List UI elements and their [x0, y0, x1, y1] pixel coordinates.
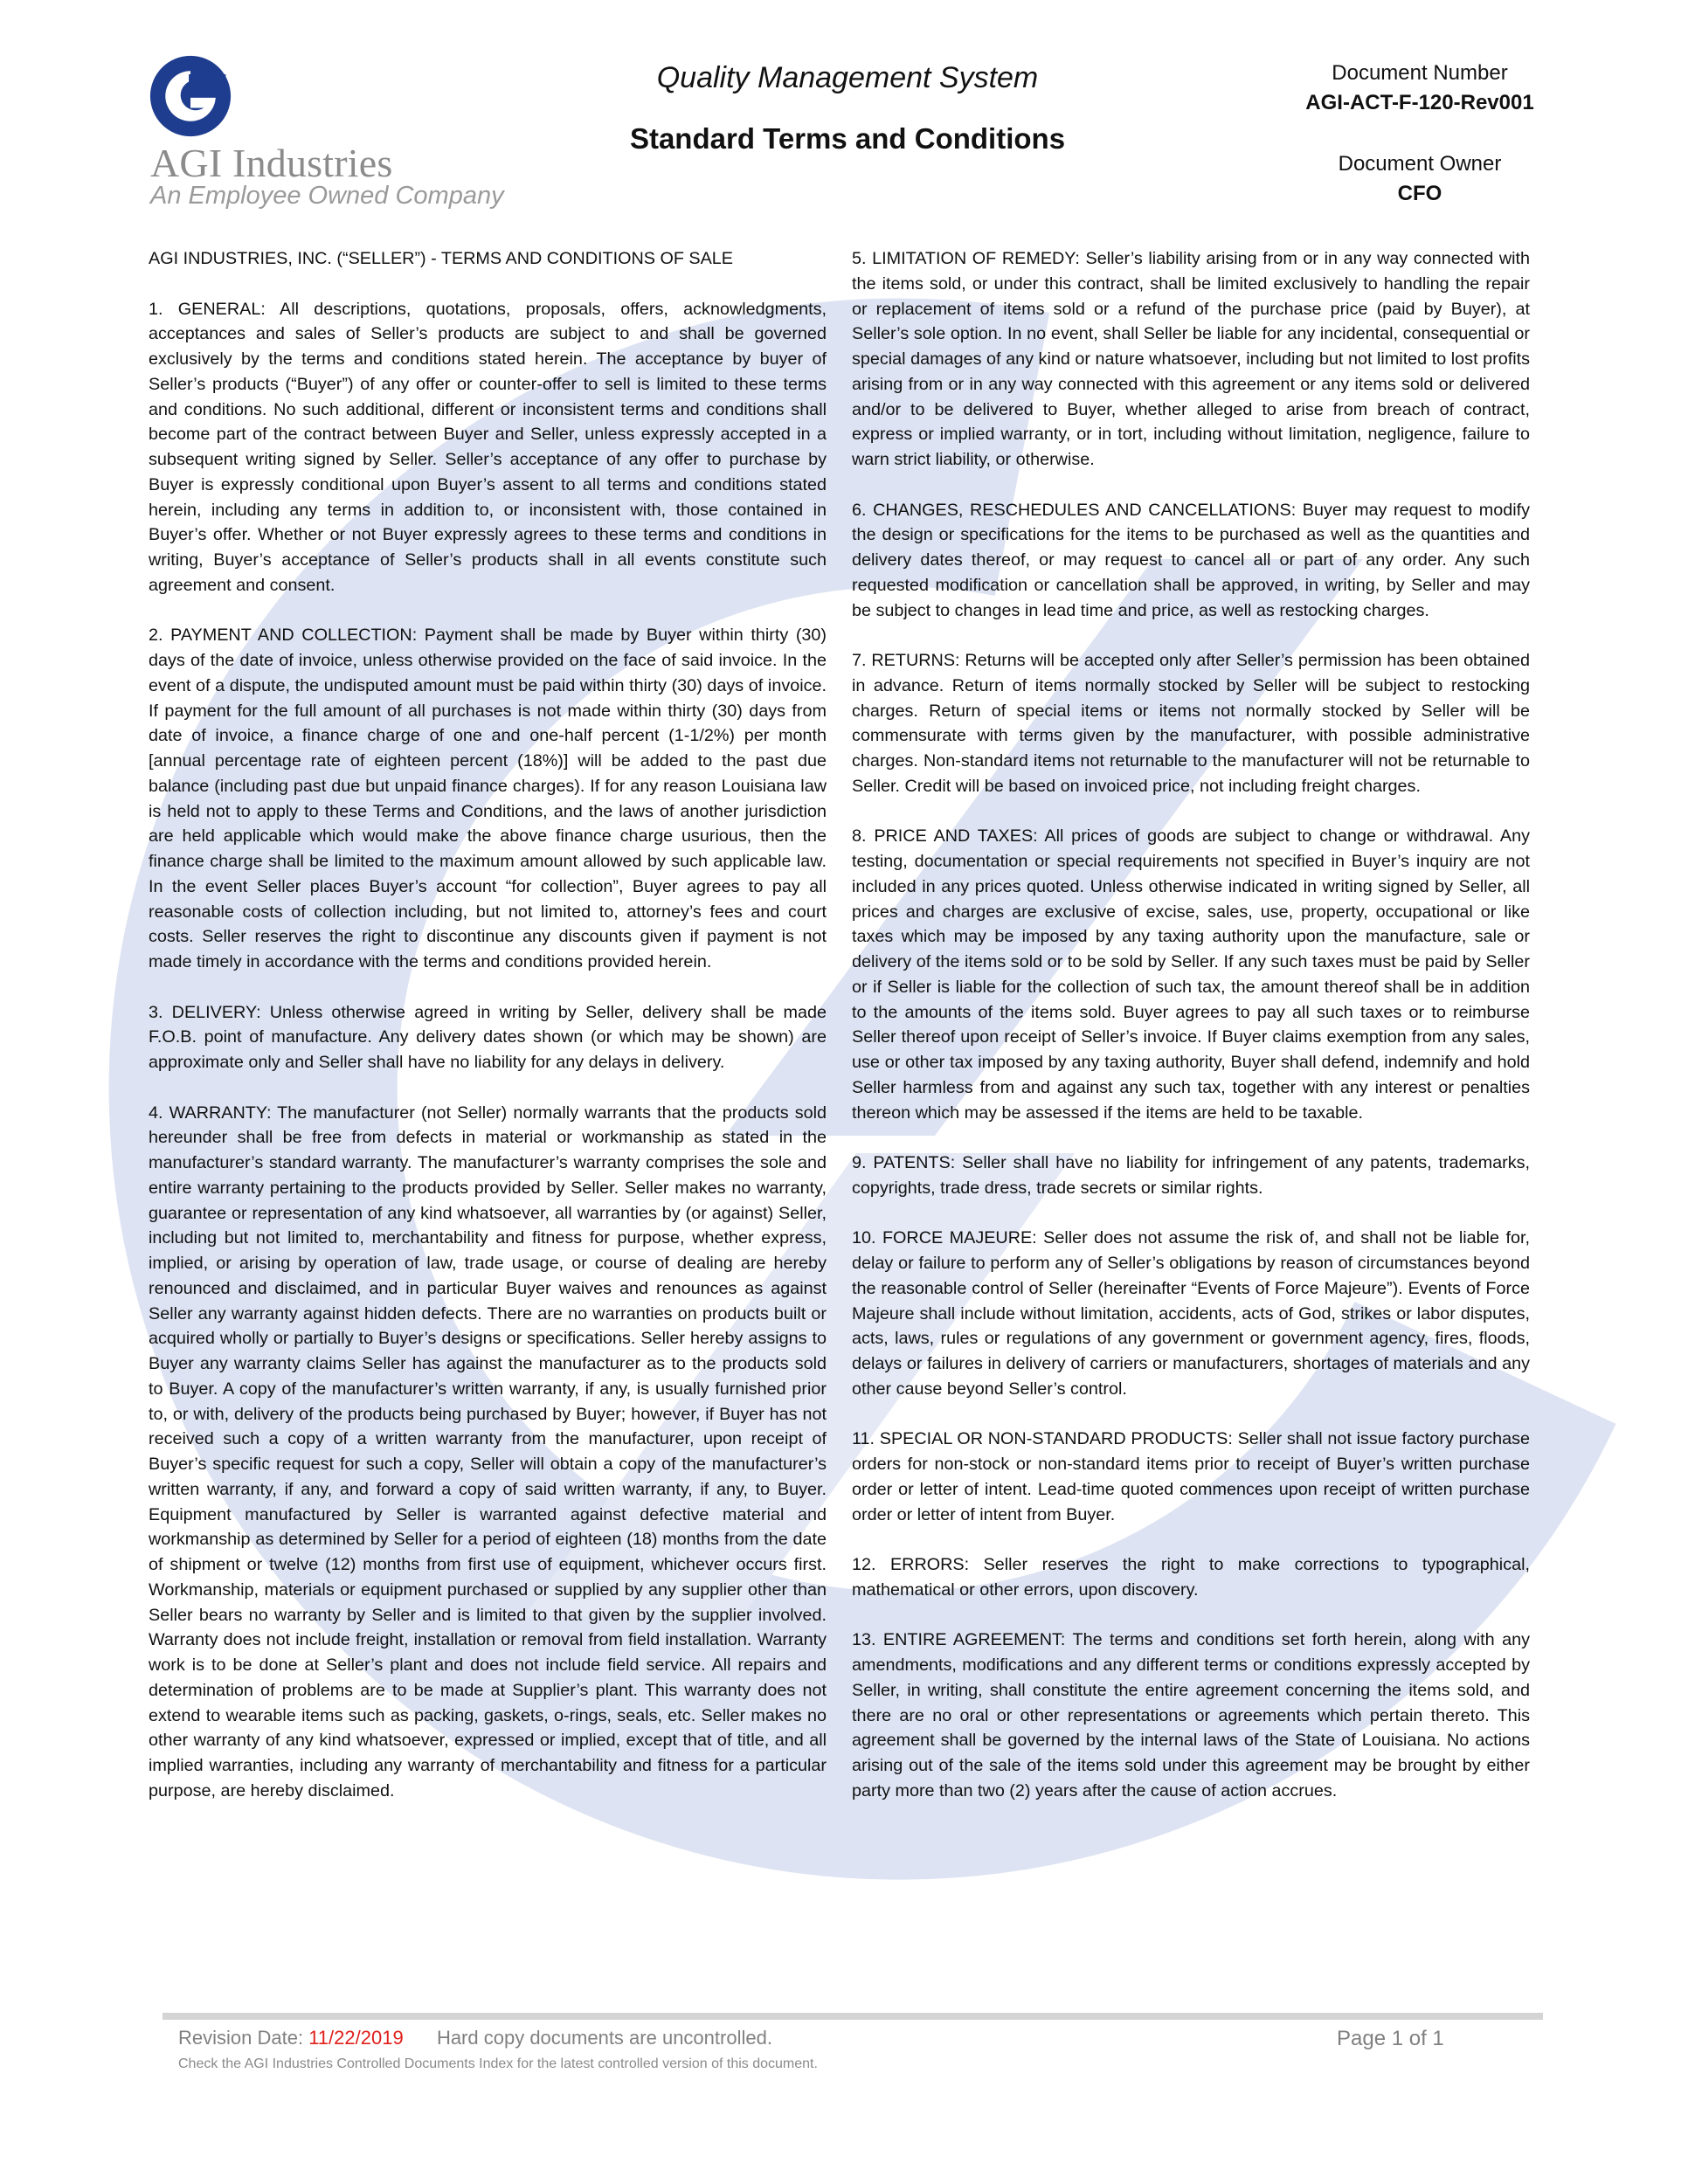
section-errors: 12. ERRORS: Seller reserves the right to make corrections to typographical, mathematical or other errors, upon discovery.: [852, 1555, 1530, 1600]
system-title: Quality Management System: [656, 61, 1039, 94]
section-payment: 2. PAYMENT AND COLLECTION: Payment shall be made by Buyer within thirty (30) days of the date of invoice, unless otherwise provided on the face of said invoice. In the event of a dispute, the undisputed amount must be paid within thirty (30) days of invoice. If payment for the full amount of all purchases is not made within thirty (30) days from date of invoice, a finance charge of one and one-half percent (1-1/2%) per month [annual percentage rate of eighteen percent (18%)] will be added to the past due balance (including past due but unpaid finance charges). If for any reason Louisiana law is held not to apply to these Terms and Conditions, and the laws of another jurisdiction are held applicable which would make the above finance charge usurious, then the finance charge shall be limited to the maximum amount allowed by such applicable law. In the event Seller places Buyer’s account “for collection”, Buyer agrees to pay all reasonable costs of collection including, but not limited to, attorney’s fees and court costs. Seller reserves the right to discontinue any discounts given if payment is not made timely in accordance with the terms and conditions provided herein.: [149, 625, 827, 971]
page-number: Page 1 of 1: [1337, 2027, 1444, 2050]
footer-revision: [178, 2027, 772, 2049]
doc-number-label: Document Number: [1332, 61, 1508, 85]
section-warranty: 4. WARRANTY: The manufacturer (not Seller) normally warrants that the products sold hereunder shall be free from defects in material or workmanship as stated in the manufacturer’s standard warranty. The manufacturer’s warranty comprises the sole and entire warranty pertaining to the products provided by Seller. Seller makes no warranty, guarantee or representation of any kind whatsoever, all warranties by (or against) Seller, including but not limited to, merchantability and fitness for purpose, whether express, implied, or arising by operation of law, trade usage, or course of dealing are hereby renounced and disclaimed, and in particular Buyer waives and renounces as against Seller any warranty against hidden defects. There are no warranties on products built or acquired wholly or partially to Buyer’s designs or specifications. Seller hereby assigns to Buyer any warranty claims Seller has against the manufacturer as to the products sold to Buyer. A copy of the manufacturer’s written warranty, if any, is usually furnished prior to, or with, delivery of the products being purchased by Buyer; however, if Buyer has not received such a copy of a written warranty from the manufacturer, upon receipt of Buyer’s specific request for such a copy, Seller will obtain a copy of the manufacturer’s written warranty, if any, and forward a copy of said written warranty, if any, to Buyer. Equipment manufactured by Seller is warranted against defective material and workmanship as determined by Seller for a period of eighteen (18) months from the date of shipment or twelve (12) months from first use of equipment, whichever occurs first. Workmanship, materials or equipment purchased or supplied by any supplier other than Seller bears no warranty by Seller and is limited to that given by the supplier involved. Warranty does not include freight, installation or removal from field installation. Warranty work is to be done at Seller’s plant and does not include field service. All repairs and determination of problems are to be made at Supplier’s plant. This warranty does not extend to wearable items such as packing, gaskets, o-rings, seals, etc. Seller makes no other warranty of any kind whatsoever, expressed or implied, except that of title, and all implied warranties, including any warranty of merchantability and fitness for a particular purpose, are hereby disclaimed.: [149, 1102, 827, 1800]
section-price-taxes: 8. PRICE AND TAXES: All prices of goods are subject to change or withdrawal. Any testing, documentation or special requirements not specified in Buyer’s inquiry are not included in any prices quoted. Unless otherwise indicated in writing signed by Seller, all prices and charges are exclusive of excise, sales, use, property, occupational or like taxes which may be imposed by any taxing authority upon the manufacture, sale or delivery of the items sold or to be sold by Seller. If any such taxes must be paid by Seller or if Seller is liable for the collection of such tax, the amount thereof shall be in addition to the amounts of the items sold. Buyer agrees to pay all such taxes or to reimburse Seller thereof upon receipt of Seller’s invoice. If Buyer claims exemption from any sales, use or other tax imposed by any taxing authority, Buyer shall defend, indemnify and hold Seller harmless from and against any such tax, together with any interest or penalties thereon which may be assessed if the items are held to be taxable.: [852, 826, 1530, 1123]
index-note: Check the AGI Industries Controlled Documents Index for the latest controlled version of this document.: [178, 2056, 818, 2071]
section-patents: 9. PATENTS: Seller shall have no liability for infringement of any patents, trademarks, copyrights, trade dress, trade secrets or similar rights.: [852, 1153, 1530, 1198]
agi-g-logo-icon: [149, 54, 232, 138]
section-general: 1. GENERAL: All descriptions, quotations, proposals, offers, acknowledgments, acceptances and sales of Seller’s products are subject to and shall be governed exclusively by the terms and conditions stated herein. The acceptance by buyer of Seller’s products (“Buyer”) of any offer or counter-offer to sell is limited to these terms and conditions. No such additional, different or inconsistent terms and conditions shall become part of the contract between Buyer and Seller, unless expressly accepted in a subsequent writing signed by Seller. Seller’s acceptance of any offer to purchase by Buyer is expressly conditional upon Buyer’s assent to all terms and conditions stated herein, including any terms in addition to, or inconsistent with, those contained in Buyer’s offer. Whether or not Buyer expressly agrees to these terms and conditions in writing, Buyer’s acceptance of Seller’s products shall in all events constitute such agreement and consent.: [149, 299, 827, 595]
revision-label: Revision Date:: [178, 2027, 304, 2049]
document-title: Standard Terms and Conditions: [629, 122, 1066, 155]
section-changes: 6. CHANGES, RESCHEDULES AND CANCELLATIONS: Buyer may request to modify the design or specifications for the items to be purchased as well as the quantities and delivery dates thereof, or may request to cancel all or part of any order. Any such requested modification or cancellation shall be approved, in writing, by Seller and may be subject to changes in lead time and price, as well as restocking charges.: [852, 500, 1530, 620]
section-delivery: 3. DELIVERY: Unless otherwise agreed in writing by Seller, delivery shall be made F.O.B. point of manufacture. Any delivery dates shown (or which may be shown) are approximate only and Seller shall have no liability for any delays in delivery.: [149, 1002, 827, 1072]
section-force-majeure: 10. FORCE MAJEURE: Seller does not assume the risk of, and shall not be liable for, delay or failure to perform any of Seller’s obligations by reason of circumstances beyond the reasonable control of Seller (hereinafter “Events of Force Majeure”). Events of Force Majeure shall include without limitation, accidents, acts of God, strikes or labor disputes, acts, laws, rules or regulations of any government or government agency, fires, floods, delays or failures in delivery of carriers or manufacturers, shortages of materials and any other cause beyond Seller’s control.: [852, 1228, 1530, 1399]
company-logo: [149, 54, 515, 211]
company-name: AGI Industries: [150, 141, 393, 185]
section-entire-agreement: 13. ENTIRE AGREEMENT: The terms and conditions set forth herein, along with any amendments, modifications and any different terms or conditions expressly accepted by Seller, in writing, shall constitute the entire agreement concerning the items sold, and there are no oral or other representations or agreements which pertain thereto. This agreement shall be governed by the internal laws of the State of Louisiana. No actions arising out of the sale of the items sold under this agreement may be brought by either party more than two (2) years after the cause of action accrues.: [852, 1630, 1530, 1800]
doc-owner: CFO: [1397, 182, 1442, 205]
section-limitation-of-remedy: 5. LIMITATION OF REMEDY: Seller’s liability arising from or in any way connected with the items sold, or under this contract, shall be limited exclusively to handling the repair or replacement of items sold or a refund of the purchase price (paid by Buyer), at Seller’s sole option. In no event, shall Seller be liable for any incidental, consequential or special damages of any kind or nature whatsoever, including but not limited to lost profits arising from or in any way connected with this agreement or any items sold or delivered and/or to be delivered to Buyer, whether alleged to arise from breach of contract, express or implied warranty, or in tort, including without limitation, negligence, failure to warn strict liability, or otherwise.: [852, 249, 1530, 469]
left-column: [149, 246, 827, 1828]
revision-date: 11/22/2019: [308, 2027, 404, 2049]
terms-heading: AGI INDUSTRIES, INC. (“SELLER”) - TERMS AND CONDITIONS OF SALE: [149, 249, 733, 268]
uncontrolled-note: Hard copy documents are uncontrolled.: [436, 2027, 772, 2049]
doc-number: AGI-ACT-F-120-Rev001: [1305, 91, 1534, 114]
section-returns: 7. RETURNS: Returns will be accepted only after Seller’s permission has been obtained in advance. Return of items normally stocked by Seller will be subject to restocking charges. Return of special items or items not normally stocked by Seller will be commensurate with terms given by the manufacturer, with possible administrative charges. Non-standard items not returnable to the manufacturer will not be returnable to Seller. Credit will be based on invoiced price, not including freight charges.: [852, 651, 1530, 796]
doc-owner-label: Document Owner: [1338, 152, 1502, 176]
company-tagline: An Employee Owned Company: [150, 182, 504, 210]
section-special-products: 11. SPECIAL OR NON-STANDARD PRODUCTS: Seller shall not issue factory purchase orders for non-stock or non-standard items prior to receipt of Buyer’s written purchase order or letter of intent. Lead-time quoted commences upon receipt of written purchase order or letter of intent from Buyer.: [852, 1429, 1530, 1524]
right-column: [852, 246, 1530, 1828]
footer-divider: [163, 2013, 1543, 2020]
